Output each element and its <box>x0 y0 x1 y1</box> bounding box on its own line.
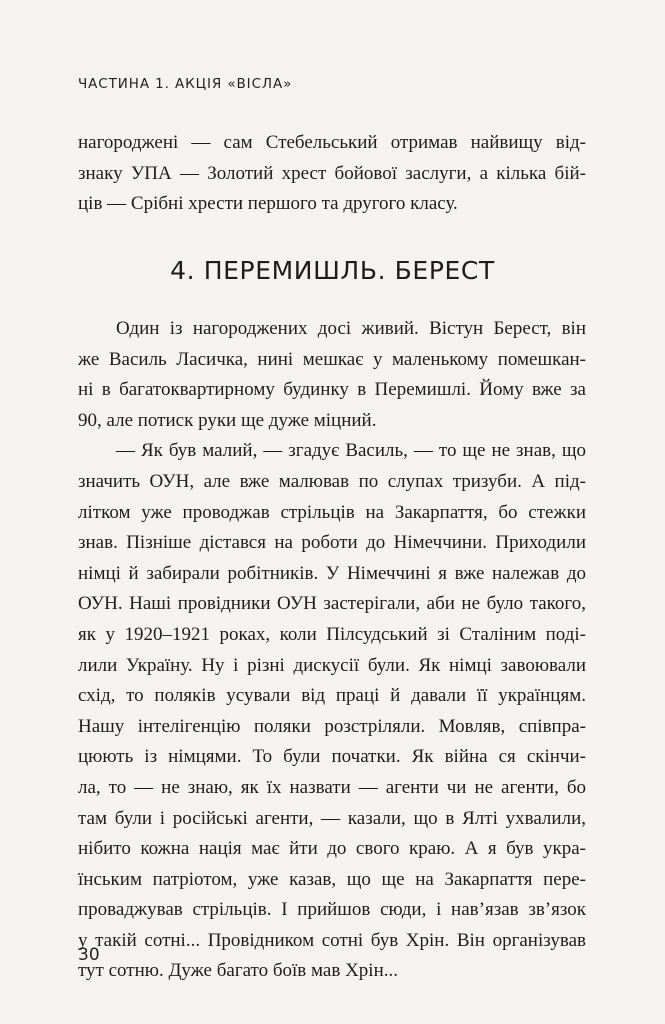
text-line: літком уже проводжав стрільців на Закарпаття, бо стежки <box>78 501 586 523</box>
text-line: нагороджені — сам Стебельський отримав найвищу від- <box>78 132 586 153</box>
text-line: знаку УПА — Золотий хрест бойової заслуги, а кілька бій- <box>78 162 586 184</box>
text-line: 90, але потиск руки ще дуже міцний. <box>78 409 377 431</box>
text-line: лили Україну. Ну і різні дискусії були. Як німці завоювали <box>78 654 586 676</box>
chapter-heading: 4. ПЕРЕМИШЛЬ. БЕРЕСТ <box>170 256 495 285</box>
text-line: проваджував стрільців. І прийшов сюди, і нав’язав зв’язок <box>78 899 586 921</box>
text-line: знав. Пізніше дістався на роботи до Німеччини. Приходили <box>78 532 586 554</box>
text-line: Один із нагороджених досі живий. Вістун Берест, він <box>116 318 586 339</box>
text-line: як у 1920–1921 роках, коли Пілсудський зі Сталіним поді- <box>78 623 586 645</box>
text-line: їнським патріотом, уже казав, що ще на Закарпаття пере- <box>78 868 586 890</box>
text-line: ОУН. Наші провідники ОУН застерігали, аби не було такого, <box>78 593 586 615</box>
text-line: цюють із німцями. То були початки. Як війна ся скінчи- <box>78 746 586 768</box>
text-line: там були і російські агенти, — казали, що в Ялті ухвалили, <box>78 807 586 829</box>
text-line: нібито кожна нація має йти до свого краю. А я був укра- <box>78 838 586 860</box>
running-head: ЧАСТИНА 1. АКЦІЯ «ВІСЛА» <box>78 76 293 92</box>
page-number: 30 <box>78 945 100 965</box>
text-line: ні в багатоквартирному будинку в Перемишлі. Йому вже за <box>78 379 586 401</box>
text-line: німці й забирали робітників. У Німеччині я вже належав до <box>78 562 586 584</box>
text-line: Нашу інтелігенцію поляки розстріляли. Мовляв, співпра- <box>78 715 586 737</box>
text-line: же Василь Ласичка, нині мешкає у маленькому помешкан- <box>78 348 586 370</box>
text-line: ла, то — не знаю, як їх назвати — агенти чи не агенти, бо <box>78 776 586 798</box>
text-line: у такій сотні... Провідником сотні був Хрін. Він організував <box>78 929 586 951</box>
body-text <box>78 314 586 987</box>
text-line: тут сотню. Дуже багато боїв мав Хрін... <box>78 960 398 982</box>
text-line: ців — Срібні хрести першого та другого класу. <box>78 193 458 215</box>
text-line: — Як був малий, — згадує Василь, — то ще не знав, що <box>116 440 586 462</box>
text-line: схід, то поляків усували від праці й давали її українцям. <box>78 685 586 707</box>
intro-paragraph <box>78 128 586 220</box>
text-line: значить ОУН, але вже малював по слупах тризуби. А під- <box>78 470 586 492</box>
